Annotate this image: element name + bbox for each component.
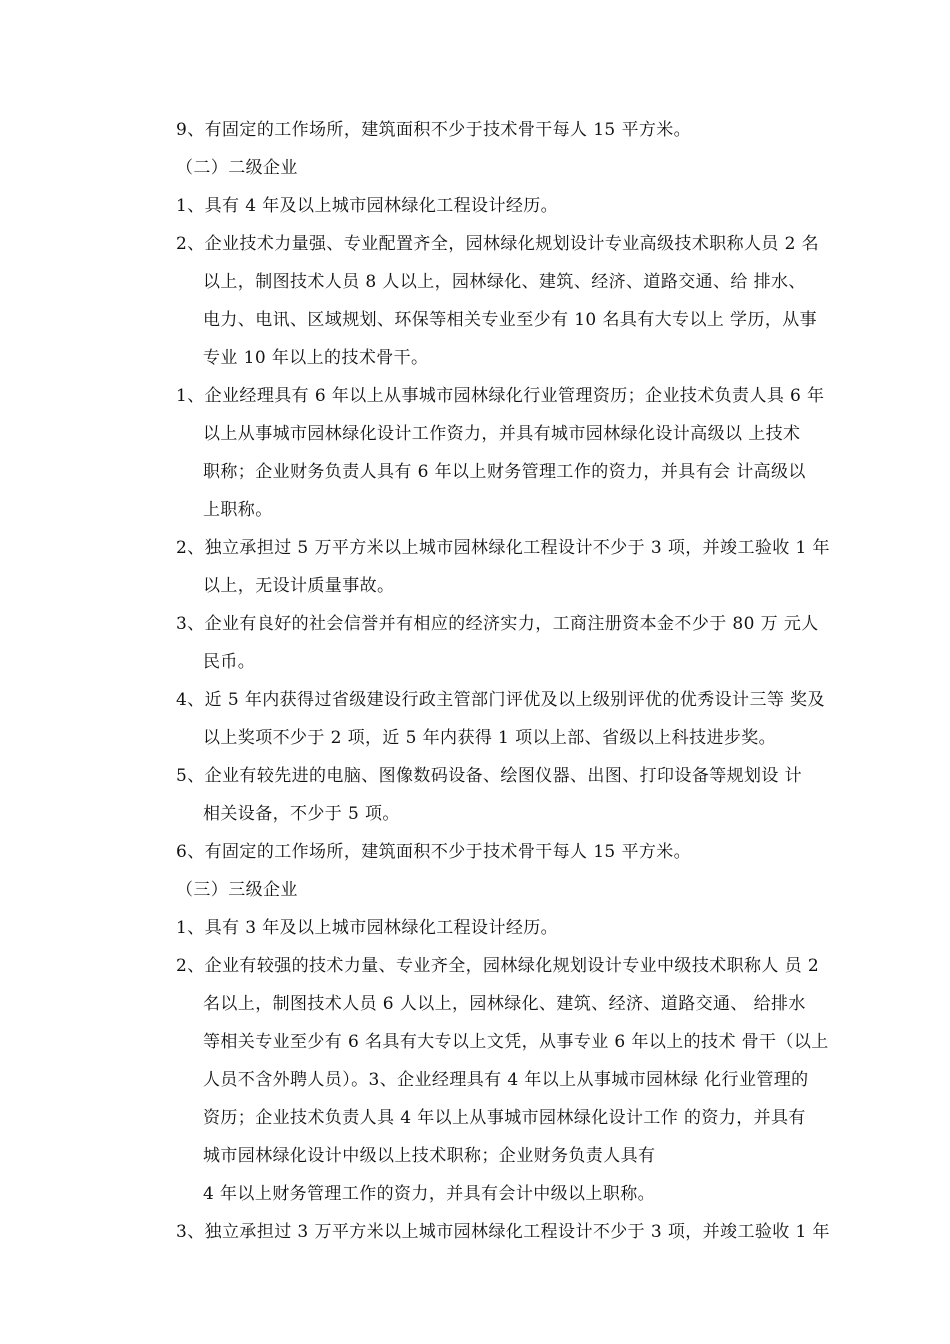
- text-line: 以上从事城市园林绿化设计工作资力，并具有城市园林绿化设计高级以 上技术: [203, 424, 801, 444]
- text-line: 以上奖项不少于 2 项，近 5 年内获得 1 项以上部、省级以上科技进步奖。: [203, 728, 777, 748]
- text-line: 2、企业有较强的技术力量、专业齐全，园林绿化规划设计专业中级技术职称人 员 2: [176, 956, 820, 976]
- text-line: 以上，无设计质量事故。: [203, 576, 395, 596]
- text-line: 职称；企业财务负责人具有 6 年以上财务管理工作的资力，并具有会 计高级以: [203, 462, 806, 482]
- text-line: 相关设备，不少于 5 项。: [203, 804, 400, 824]
- text-line: 电力、电讯、区域规划、环保等相关专业至少有 10 名具有大专以上 学历，从事: [203, 310, 818, 330]
- text-line: 资历；企业技术负责人具 4 年以上从事城市园林绿化设计工作 的资力，并具有: [203, 1108, 806, 1128]
- text-line: 1、具有 3 年及以上城市园林绿化工程设计经历。: [176, 918, 559, 938]
- text-line: 2、企业技术力量强、专业配置齐全，园林绿化规划设计专业高级技术职称人员 2 名: [176, 234, 820, 254]
- text-line: 9、有固定的工作场所，建筑面积不少于技术骨干每人 15 平方米。: [176, 120, 692, 140]
- text-line: 4、近 5 年内获得过省级建设行政主管部门评优及以上级别评优的优秀设计三等 奖及: [176, 690, 825, 710]
- section-heading: （二）二级企业: [176, 158, 298, 178]
- text-line: 上职称。: [203, 500, 273, 520]
- section-heading: （三）三级企业: [176, 880, 298, 900]
- text-line: 民币。: [203, 652, 256, 672]
- text-line: 城市园林绿化设计中级以上技术职称；企业财务负责人具有: [203, 1146, 656, 1166]
- text-line: 3、企业有良好的社会信誉并有相应的经济实力，工商注册资本金不少于 80 万 元人: [176, 614, 819, 634]
- text-line: 名以上，制图技术人员 6 人以上，园林绿化、建筑、经济、道路交通、 给排水: [203, 994, 806, 1014]
- text-line: 1、企业经理具有 6 年以上从事城市园林绿化行业管理资历；企业技术负责人具 6 年: [176, 386, 825, 406]
- text-line: 4 年以上财务管理工作的资力，并具有会计中级以上职称。: [203, 1184, 656, 1204]
- text-line: 3、独立承担过 3 万平方米以上城市园林绿化工程设计不少于 3 项，并竣工验收 1 年: [176, 1222, 830, 1242]
- text-line: 5、企业有较先进的电脑、图像数码设备、绘图仪器、出图、打印设备等规划设 计: [176, 766, 803, 786]
- text-line: 人员不含外聘人员）。3、企业经理具有 4 年以上从事城市园林绿 化行业管理的: [203, 1070, 809, 1090]
- text-line: 以上，制图技术人员 8 人以上，园林绿化、建筑、经济、道路交通、给 排水、: [203, 272, 806, 292]
- text-line: 专业 10 年以上的技术骨干。: [203, 348, 429, 368]
- text-line: 2、独立承担过 5 万平方米以上城市园林绿化工程设计不少于 3 项，并竣工验收 1 年: [176, 538, 830, 558]
- text-line: 1、具有 4 年及以上城市园林绿化工程设计经历。: [176, 196, 559, 216]
- text-line: 等相关专业至少有 6 名具有大专以上文凭，从事专业 6 年以上的技术 骨干（以上: [203, 1032, 829, 1052]
- text-line: 6、有固定的工作场所，建筑面积不少于技术骨干每人 15 平方米。: [176, 842, 692, 862]
